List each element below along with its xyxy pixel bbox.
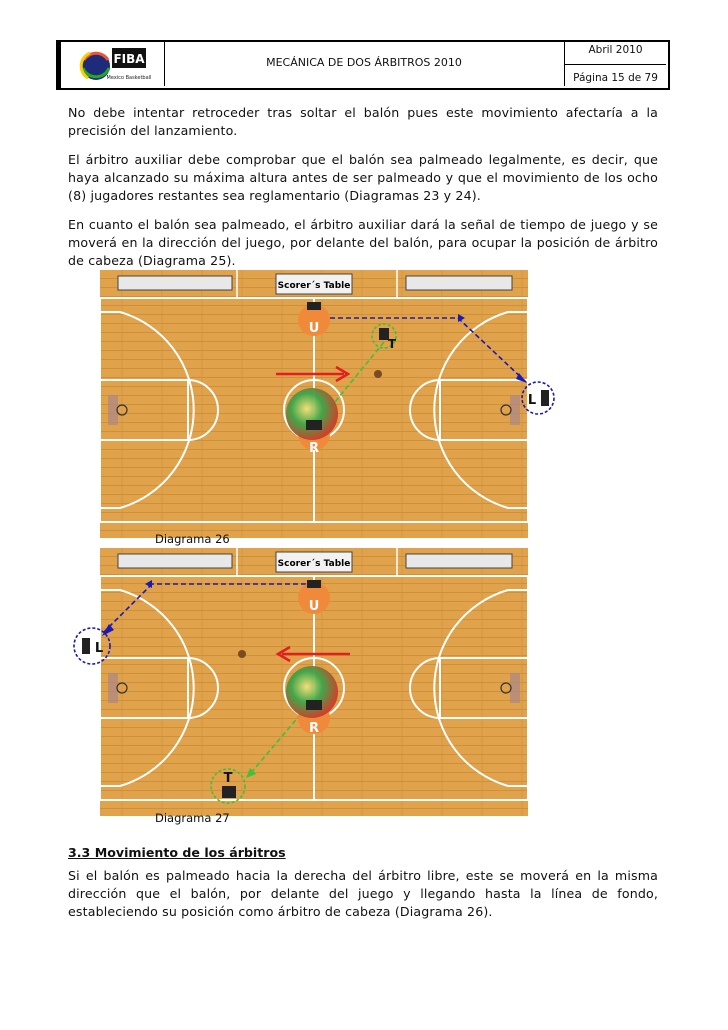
- umpire-label: U: [308, 599, 320, 614]
- diagram-27: [70, 548, 530, 818]
- ball-icon: [238, 650, 246, 658]
- team-bench-right: [406, 554, 512, 568]
- lead-label: L: [94, 641, 104, 656]
- team-bench-right: [406, 276, 512, 290]
- fiba-logo: [66, 42, 164, 86]
- section-paragraph: Si el balón es palmeado hacia la derecha del árbitro libre, este se moverá en la misma dirección que el balón, por delante del juego y llegando hasta la línea de fondo, estableciendo su posición como árbitro de cabeza (Diagrama 26).: [68, 868, 658, 919]
- scorers-table-label: Scorer´s Table: [277, 559, 351, 569]
- paragraph-1: No debe intentar retroceder tras soltar el balón pues este movimiento afectaría a la precisión del lanzamiento.: [68, 105, 658, 138]
- team-bench-left: [118, 276, 232, 290]
- header-separator: [564, 64, 666, 65]
- jump-ball-icon: [286, 388, 338, 440]
- diagram-27-caption: Diagrama 27: [155, 811, 230, 825]
- section-heading: 3.3 Movimiento de los árbitros: [68, 845, 286, 860]
- trail-label: T: [223, 771, 233, 786]
- header-logo-cell: [66, 42, 165, 86]
- referee-label: R: [308, 441, 320, 456]
- diagram-26: [100, 270, 537, 538]
- referee-label: R: [308, 721, 320, 736]
- lead-label: L: [527, 393, 537, 408]
- jump-ball-icon: [286, 666, 338, 718]
- trail-label: T: [387, 337, 397, 351]
- page-number: Página 15 de 79: [573, 72, 658, 84]
- document-title: MECÁNICA DE DOS ÁRBITROS 2010: [266, 56, 462, 69]
- umpire-label: U: [308, 321, 320, 336]
- scorers-table-label: Scorer´s Table: [277, 281, 351, 291]
- diagram-26-caption: Diagrama 26: [155, 532, 230, 546]
- paragraph-3: En cuanto el balón sea palmeado, el árbitro auxiliar dará la señal de tiempo de juego y se moverá en la dirección del juego, por delante del balón, para ocupar la posición de árbitro de cabeza (Diagrama 25).: [68, 217, 658, 268]
- svg-text:FIBA: FIBA: [113, 52, 145, 66]
- document-date: Abril 2010: [588, 44, 643, 56]
- team-bench-left: [118, 554, 232, 568]
- paragraph-2: El árbitro auxiliar debe comprobar que el balón sea palmeado legalmente, es decir, que haya alcanzado su máxima altura antes de ser palmeado y que el movimiento de los ocho (8) jugadores restantes sea reglamentario (Diagramas 23 y 24).: [68, 152, 658, 203]
- svg-text:Mexico Basketball: Mexico Basketball: [106, 75, 152, 81]
- ball-icon: [374, 370, 382, 378]
